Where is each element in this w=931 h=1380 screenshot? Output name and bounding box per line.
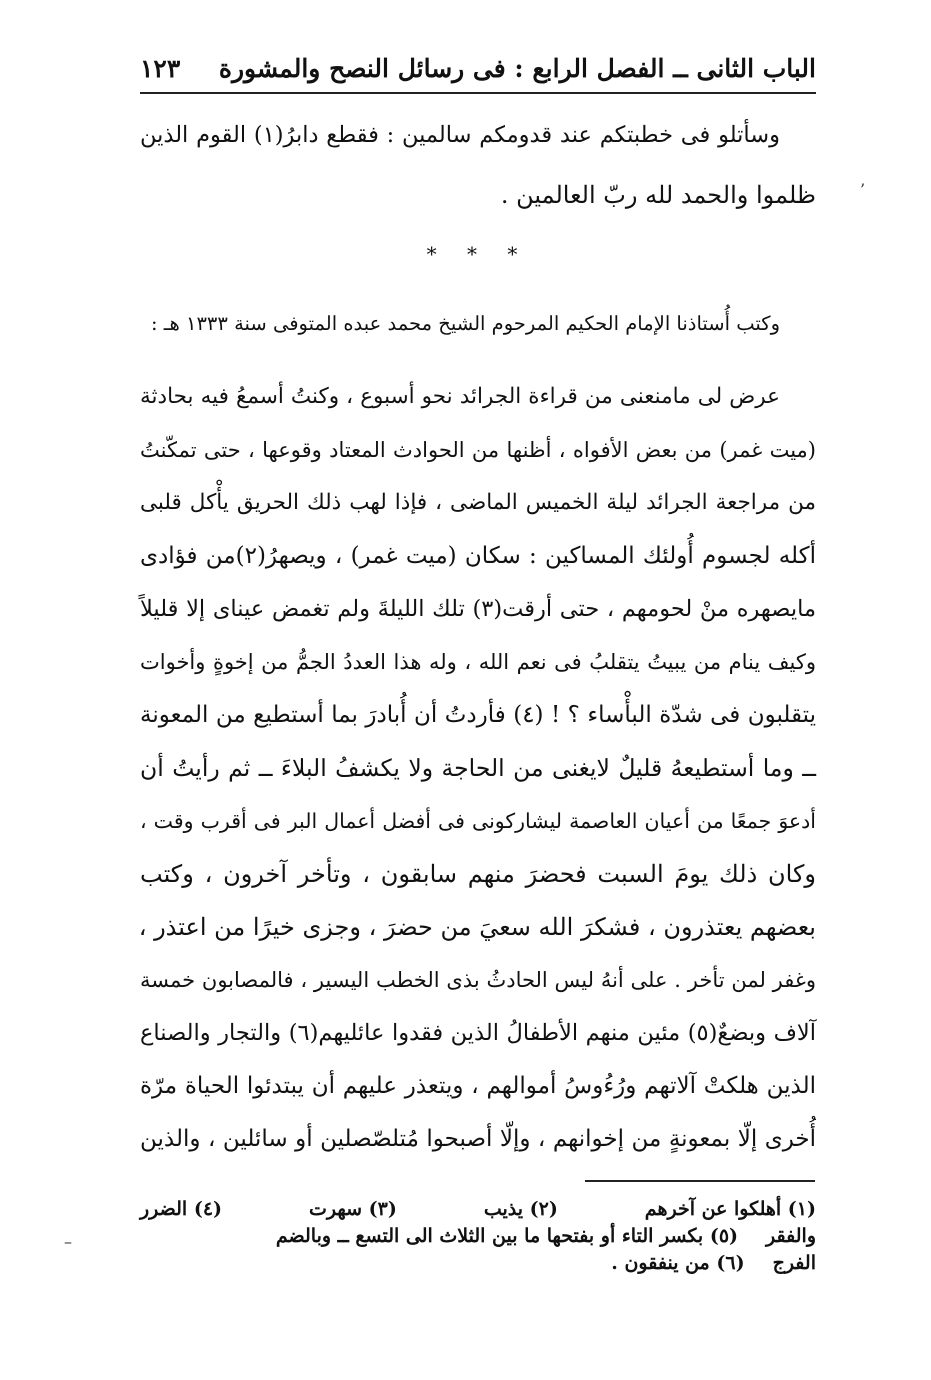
letter-line: وغفر لمن تأخر . على أنهُ ليس الحادثُ بذى الخطب اليسير ، فالمصابون خمسة	[140, 968, 817, 992]
letter-line: من مراجعة الجرائد ليلة الخميس الماضى ، فإذا لهب ذلك الحريق يأْكل قلبى	[140, 490, 816, 515]
footnote-2: (٢) يذيب	[483, 1198, 558, 1220]
footnote-rule	[585, 1180, 815, 1182]
footnote-5: (٥) بكسر التاء أو بفتحها ما بين الثلاث الى التسع ــ وبالضم	[275, 1225, 739, 1247]
footnote-3: (٣) سهرت	[308, 1198, 397, 1220]
section-separator: * * *	[426, 242, 530, 266]
footnote-4: (٤) الضرر	[140, 1198, 223, 1220]
letter-line: يتقلبون فى شدّة البأْساء ؟ ! (٤) فأردتُ أن أُبادرَ بما أستطيع من المعونة	[140, 702, 816, 728]
letter-line: عرض لى مامنعنى من قراءة الجرائد نحو أسبوع ، وكنتُ أسمعُ فيه بحادثة	[140, 384, 780, 409]
page-number: ١٢٣	[140, 53, 181, 83]
letter-line: وكيف ينام من يبيتُ يتقلبُ فى نعم الله ، وله هذا العددُ الجمُّ من إخوةٍ وأخوات	[140, 650, 816, 674]
opening-line-1: وسأتلو فى خطبتكم عند قدومكم سالمين : فقطع دابرُ(١) القوم الذين	[140, 122, 780, 148]
header-rule	[140, 92, 816, 94]
footnote-line-3	[140, 1250, 816, 1277]
footnote-line-2	[140, 1223, 816, 1250]
footnote-4-continued: والفقر	[766, 1225, 816, 1247]
footnote-line-1	[140, 1196, 816, 1223]
footnote-5-continued: الفرج	[772, 1252, 816, 1274]
footnote-1: (١) أهلكوا عن آخرهم	[644, 1198, 816, 1220]
letter-line: أُخرى إلّا بمعونةٍ من إخوانهم ، وإلّا أصبحوا مُتلصّصلين أو سائلين ، والذين	[140, 1126, 816, 1152]
letter-line: الذين هلكتْ آلاتهم ورُءُوسُ أموالهم ، ويتعذر عليهم أن يبتدئوا الحياة مرّة	[140, 1073, 816, 1099]
scan-speck: ’	[860, 180, 866, 199]
letter-line: أدعوَ جمعًا من أعيان العاصمة ليشاركونى فى أفضل أعمال البر فى أقرب وقت ،	[140, 809, 816, 833]
chapter-title: الباب الثانى ــ الفصل الرابع : فى رسائل النصح والمشورة	[218, 53, 816, 83]
scan-speck: –	[64, 1232, 72, 1251]
letter-line: أكله لجسوم أُولئك المساكين : سكان (ميت غمر) ، ويصهرُ(٢)من فؤادى	[140, 543, 816, 569]
footnotes	[140, 1196, 816, 1277]
letter-line: آلاف وبضعٌ(٥) مئين منهم الأطفالُ الذين فقدوا عائليهم(٦) والتجار والصناع	[140, 1020, 816, 1046]
opening-line-2: ظلموا والحمد لله ربّ العالمين .	[500, 181, 816, 209]
letter-line: مايصهره منْ لحومهم ، حتى أرقت(٣) تلك الليلةَ ولم تغمض عيناى إلا قليلاً	[140, 596, 816, 622]
letter-line: ــ وما أستطيعهُ قليلٌ لايغنى من الحاجة ولا يكشفُ البلاءَ ــ ثم رأيتُ أن	[140, 754, 816, 782]
letter-line: (ميت غمر) من بعض الأفواه ، أظنها من الحوادث المعتاد وقوعها ، حتى تمكّنتُ	[140, 438, 816, 462]
letter-intro: وكتب أُستاذنا الإمام الحكيم المرحوم الشيخ محمد عبده المتوفى سنة ١٣٣٣ هـ :	[151, 312, 780, 335]
letter-line: بعضهم يعتذرون ، فشكرَ الله سعيَ من حضرَ ، وجزى خيرًا من اعتذر ،	[138, 913, 816, 941]
running-head	[140, 46, 816, 90]
footnote-6: (٦) من ينفقون .	[611, 1252, 745, 1274]
letter-line: وكان ذلك يومَ السبت فحضرَ منهم سابقون ، وتأخر آخرون ، وكتب	[140, 860, 816, 888]
